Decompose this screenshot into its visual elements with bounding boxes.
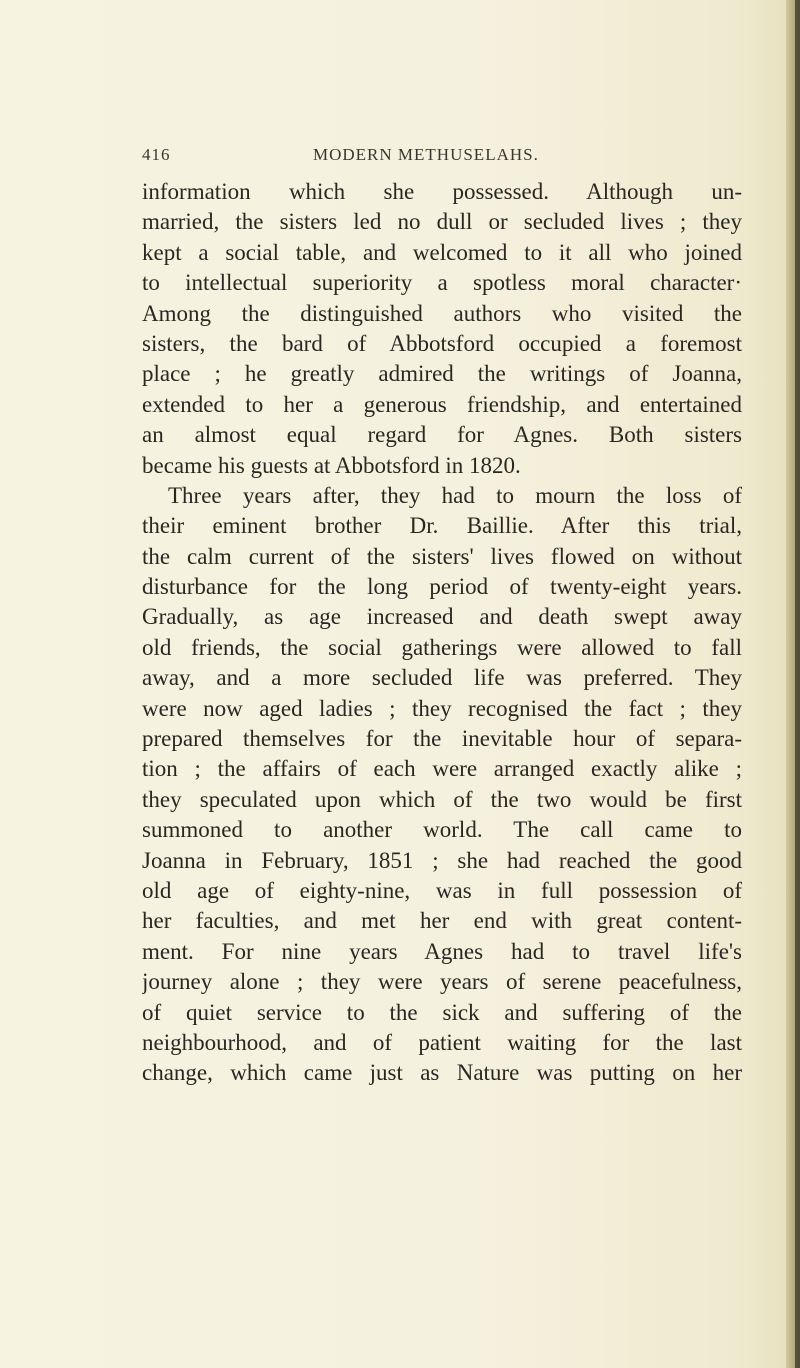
running-head: MODERN METHUSELAHS. bbox=[313, 145, 539, 164]
text-line: information which she possessed. Although un- bbox=[142, 179, 742, 204]
text-line: became his guests at Abbotsford in 1820. bbox=[142, 452, 521, 478]
text-line: were now aged ladies ; they recognised the fact ; they bbox=[142, 695, 742, 721]
text-line: prepared themselves for the inevitable hour of separa- bbox=[142, 726, 742, 752]
text-line: ment. For nine years Agnes had to travel life's bbox=[142, 938, 742, 964]
text-line: disturbance for the long period of twenty-eight years. bbox=[142, 574, 742, 600]
text-line: sisters, the bard of Abbotsford occupied a foremost bbox=[142, 330, 742, 356]
text-line: old age of eighty-nine, was in full possession of bbox=[142, 877, 742, 903]
text-line: old friends, the social gatherings were allowed to fall bbox=[142, 634, 742, 660]
text-line: Among the distinguished authors who visited the bbox=[142, 300, 742, 326]
text-line: Joanna in February, 1851 ; she had reached the good bbox=[142, 847, 742, 873]
text-line: away, and a more secluded life was preferred. They bbox=[142, 665, 742, 691]
text-line: the calm current of the sisters' lives flowed on without bbox=[142, 543, 742, 569]
text-line: change, which came just as Nature was putting on her bbox=[142, 1060, 742, 1086]
text-line: Gradually, as age increased and death swept away bbox=[142, 604, 742, 630]
text-line: their eminent brother Dr. Baillie. After this trial, bbox=[142, 513, 742, 539]
page-header bbox=[142, 145, 742, 171]
text-line: neighbourhood, and of patient waiting for the last bbox=[142, 1029, 742, 1055]
text-line: an almost equal regard for Agnes. Both sisters bbox=[142, 422, 742, 448]
text-line: married, the sisters led no dull or secluded lives ; they bbox=[142, 209, 742, 235]
text-line: they speculated upon which of the two would be first bbox=[142, 786, 742, 812]
text-line: her faculties, and met her end with great content- bbox=[142, 908, 742, 934]
text-line: kept a social table, and welcomed to it all who joined bbox=[142, 239, 742, 265]
body-text bbox=[142, 177, 742, 1089]
text-line: Three years after, they had to mourn the loss of bbox=[168, 482, 742, 508]
text-line: tion ; the affairs of each were arranged exactly alike ; bbox=[142, 756, 742, 782]
text-line: summoned to another world. The call came to bbox=[142, 817, 742, 843]
text-line: journey alone ; they were years of serene peacefulness, bbox=[142, 969, 742, 995]
text-line: place ; he greatly admired the writings of Joanna, bbox=[142, 361, 742, 387]
text-line: to intellectual superiority a spotless moral character· bbox=[142, 270, 742, 296]
text-line: of quiet service to the sick and suffering of the bbox=[142, 999, 742, 1025]
page-number: 416 bbox=[142, 145, 171, 164]
text-line: extended to her a generous friendship, and entertained bbox=[142, 391, 742, 417]
page-edge-binding bbox=[795, 0, 800, 1368]
